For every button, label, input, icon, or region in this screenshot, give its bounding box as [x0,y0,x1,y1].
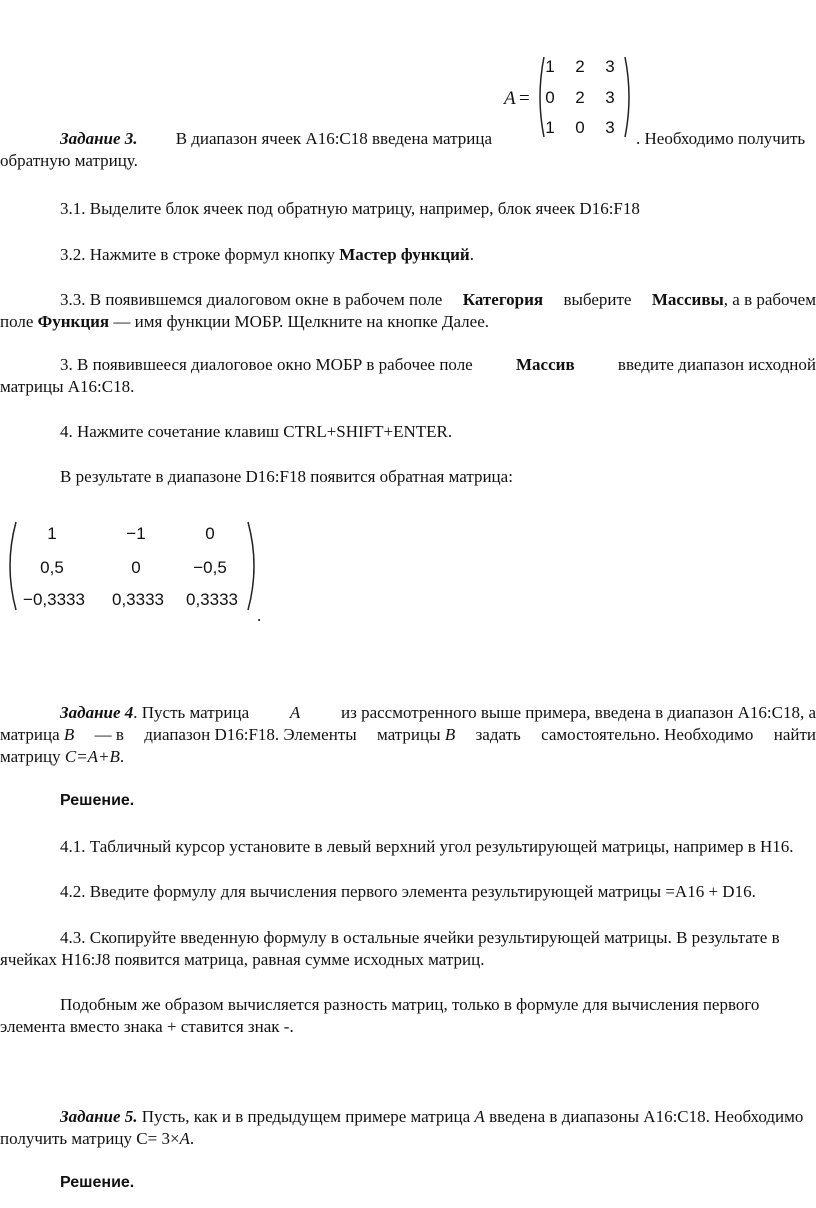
task3-step4-bold: Массив [516,355,575,374]
task3-line1-text: В диапазон ячеек A16:C18 введена матрица [175,129,492,148]
task3-step2 [60,245,474,265]
task4-s2: 4.2. Введите формулу для вычисления первого элемента результирующей матрицы =A16 + D16. [60,882,756,901]
inverse-cell: 0 [205,524,215,543]
task3-step3-l2-post: — имя функции МОБР. Щелкните на кнопке Далее. [109,312,489,331]
matrix-a-cell: 0 [575,118,585,137]
inverse-cell: 0,3333 [112,590,164,609]
inverse-cell: −1 [126,524,146,543]
matrix-a-cell: 2 [575,57,585,76]
task3-step2-end: . [469,245,474,264]
task4-l2-e: задать [475,725,521,744]
inverse-cell: 0,3333 [186,590,238,609]
task4-l2-matrix-b: B [63,725,75,744]
task5-l1-b: введена в диапазоны A16:C18. Необходимо [484,1107,804,1126]
task4-l3-b: . [119,747,125,766]
task3-step2-text: 3.2. Нажмите в строке формул кнопку [60,245,340,264]
inverse-matrix [4,518,260,614]
task4-line3 [0,747,124,767]
task3-step3-line2 [0,312,489,332]
task4-l2-f: самостоятельно. Необходимо [541,725,754,744]
task5-l2-a: получить матрицу C= 3× [0,1129,180,1148]
matrix-a-cell: 3 [605,118,615,137]
matrix-a-eq: = [519,88,530,109]
matrix-a [500,52,635,142]
task4-label: Задание 4 [60,703,134,722]
task3-step1: 3.1. Выделите блок ячеек под обратную матрицу, например, блок ячеек D16:F18 [60,199,640,218]
task4-l1-b: из рассмотренного выше примера, введена в диапазон A16:C18, а [341,703,816,722]
task3-step5: 4. Нажмите сочетание клавиш CTRL+SHIFT+ENTER. [60,422,453,441]
task5-l2-b: . [189,1129,195,1148]
task4-l3-expr: C=A+B [64,747,120,766]
matrix-a-cell: 2 [575,88,585,107]
task3-line1-end: . Необходимо получить [636,129,806,148]
task3-step4-line2: матрицы A16:C18. [0,377,135,396]
task3-result: В результате в диапазоне D16:F18 появится обратная матрица: [60,467,513,486]
task4-l1-a: . Пусть матрица [133,703,250,722]
task4-l3-a: матрицу [0,747,65,766]
task4-s3-line1: 4.3. Скопируйте введенную формулу в остальные ячейки результирующей матрицы. В результате в [60,928,780,947]
task3-step3-l2-pre: поле [0,312,38,331]
task4-l1-start [60,703,249,723]
task5-l1-matrix-a: A [474,1107,485,1126]
task4-l2-a-wrap [0,725,74,745]
matrix-a-cell: 3 [605,88,615,107]
task3-step3-c: , а в рабочем [723,290,816,309]
task4-s4-line1: Подобным же образом вычисляется разность матриц, только в формуле для вычисления первого [60,995,760,1014]
task5-line2 [0,1129,194,1149]
task4-l1-matrix-a: A [289,703,301,722]
task3-label: Задание 3. [60,129,138,148]
task3-step4-a: 3. В появившееся диалоговое окно МОБР в рабочее поле [60,355,473,374]
task3-step4-b: введите диапазон исходной [617,355,816,374]
task4-l2-d-wrap [377,725,455,745]
task5-solution: Решение. [60,1174,135,1191]
matrix-a-cell: 1 [545,57,555,76]
task4-line2 [0,725,816,745]
task4-l2-c: диапазон D16:F18. Элементы [144,725,357,744]
matrix-a-name: A [504,88,516,109]
task4-line1 [60,703,816,723]
task3-step3-b: выберите [563,290,632,309]
task3-step3-l2-bold: Функция [37,312,110,331]
matrix-a-cell: 0 [545,88,555,107]
task3-step3-bold1: Категория [462,290,544,309]
task3-step3-bold2: Массивы [651,290,724,309]
task4-l2-d: матрицы [377,725,441,744]
inverse-cell: 0,5 [40,558,64,577]
task3-step3-c-wrap [652,290,816,310]
task4-l2-a: матрица [0,725,60,744]
task4-solution: Решение. [60,792,135,809]
inverse-cell: −0,3333 [23,590,85,609]
task4-s3-line2: ячейках H16:J8 появится матрица, равная сумме исходных матриц. [0,950,485,969]
task3-step3-a: 3.3. В появившемся диалоговом окне в рабочем поле [60,290,443,309]
task3-step2-bold: Мастер функций [339,245,470,264]
task3-line2: обратную матрицу. [0,151,138,170]
task4-l2-g: найти [773,725,816,744]
task4-l2-matrix-b2: B [444,725,456,744]
task3-line1 [60,129,492,149]
task5-l1-a: Пусть, как и в предыдущем примере матрица [137,1107,475,1126]
matrix-a-cell: 3 [605,57,615,76]
task5-label: Задание 5. [60,1107,138,1126]
task4-s4-line2: элемента вместо знака + ставится знак -. [0,1017,294,1036]
task5-line1 [60,1107,803,1127]
inverse-cell: 1 [47,524,57,543]
inverse-cell: −0,5 [193,558,227,577]
inverse-dot: . [257,606,262,625]
task4-l2-b: — в [94,725,124,744]
task5-l2-matrix-a: A [179,1129,190,1148]
task3-step3-line1 [60,290,816,310]
task3-step4-line1 [60,355,816,375]
inverse-cell: 0 [131,558,141,577]
task4-s1: 4.1. Табличный курсор установите в левый верхний угол результирующей матрицы, например в H16. [60,837,794,856]
matrix-a-cell: 1 [545,118,555,137]
